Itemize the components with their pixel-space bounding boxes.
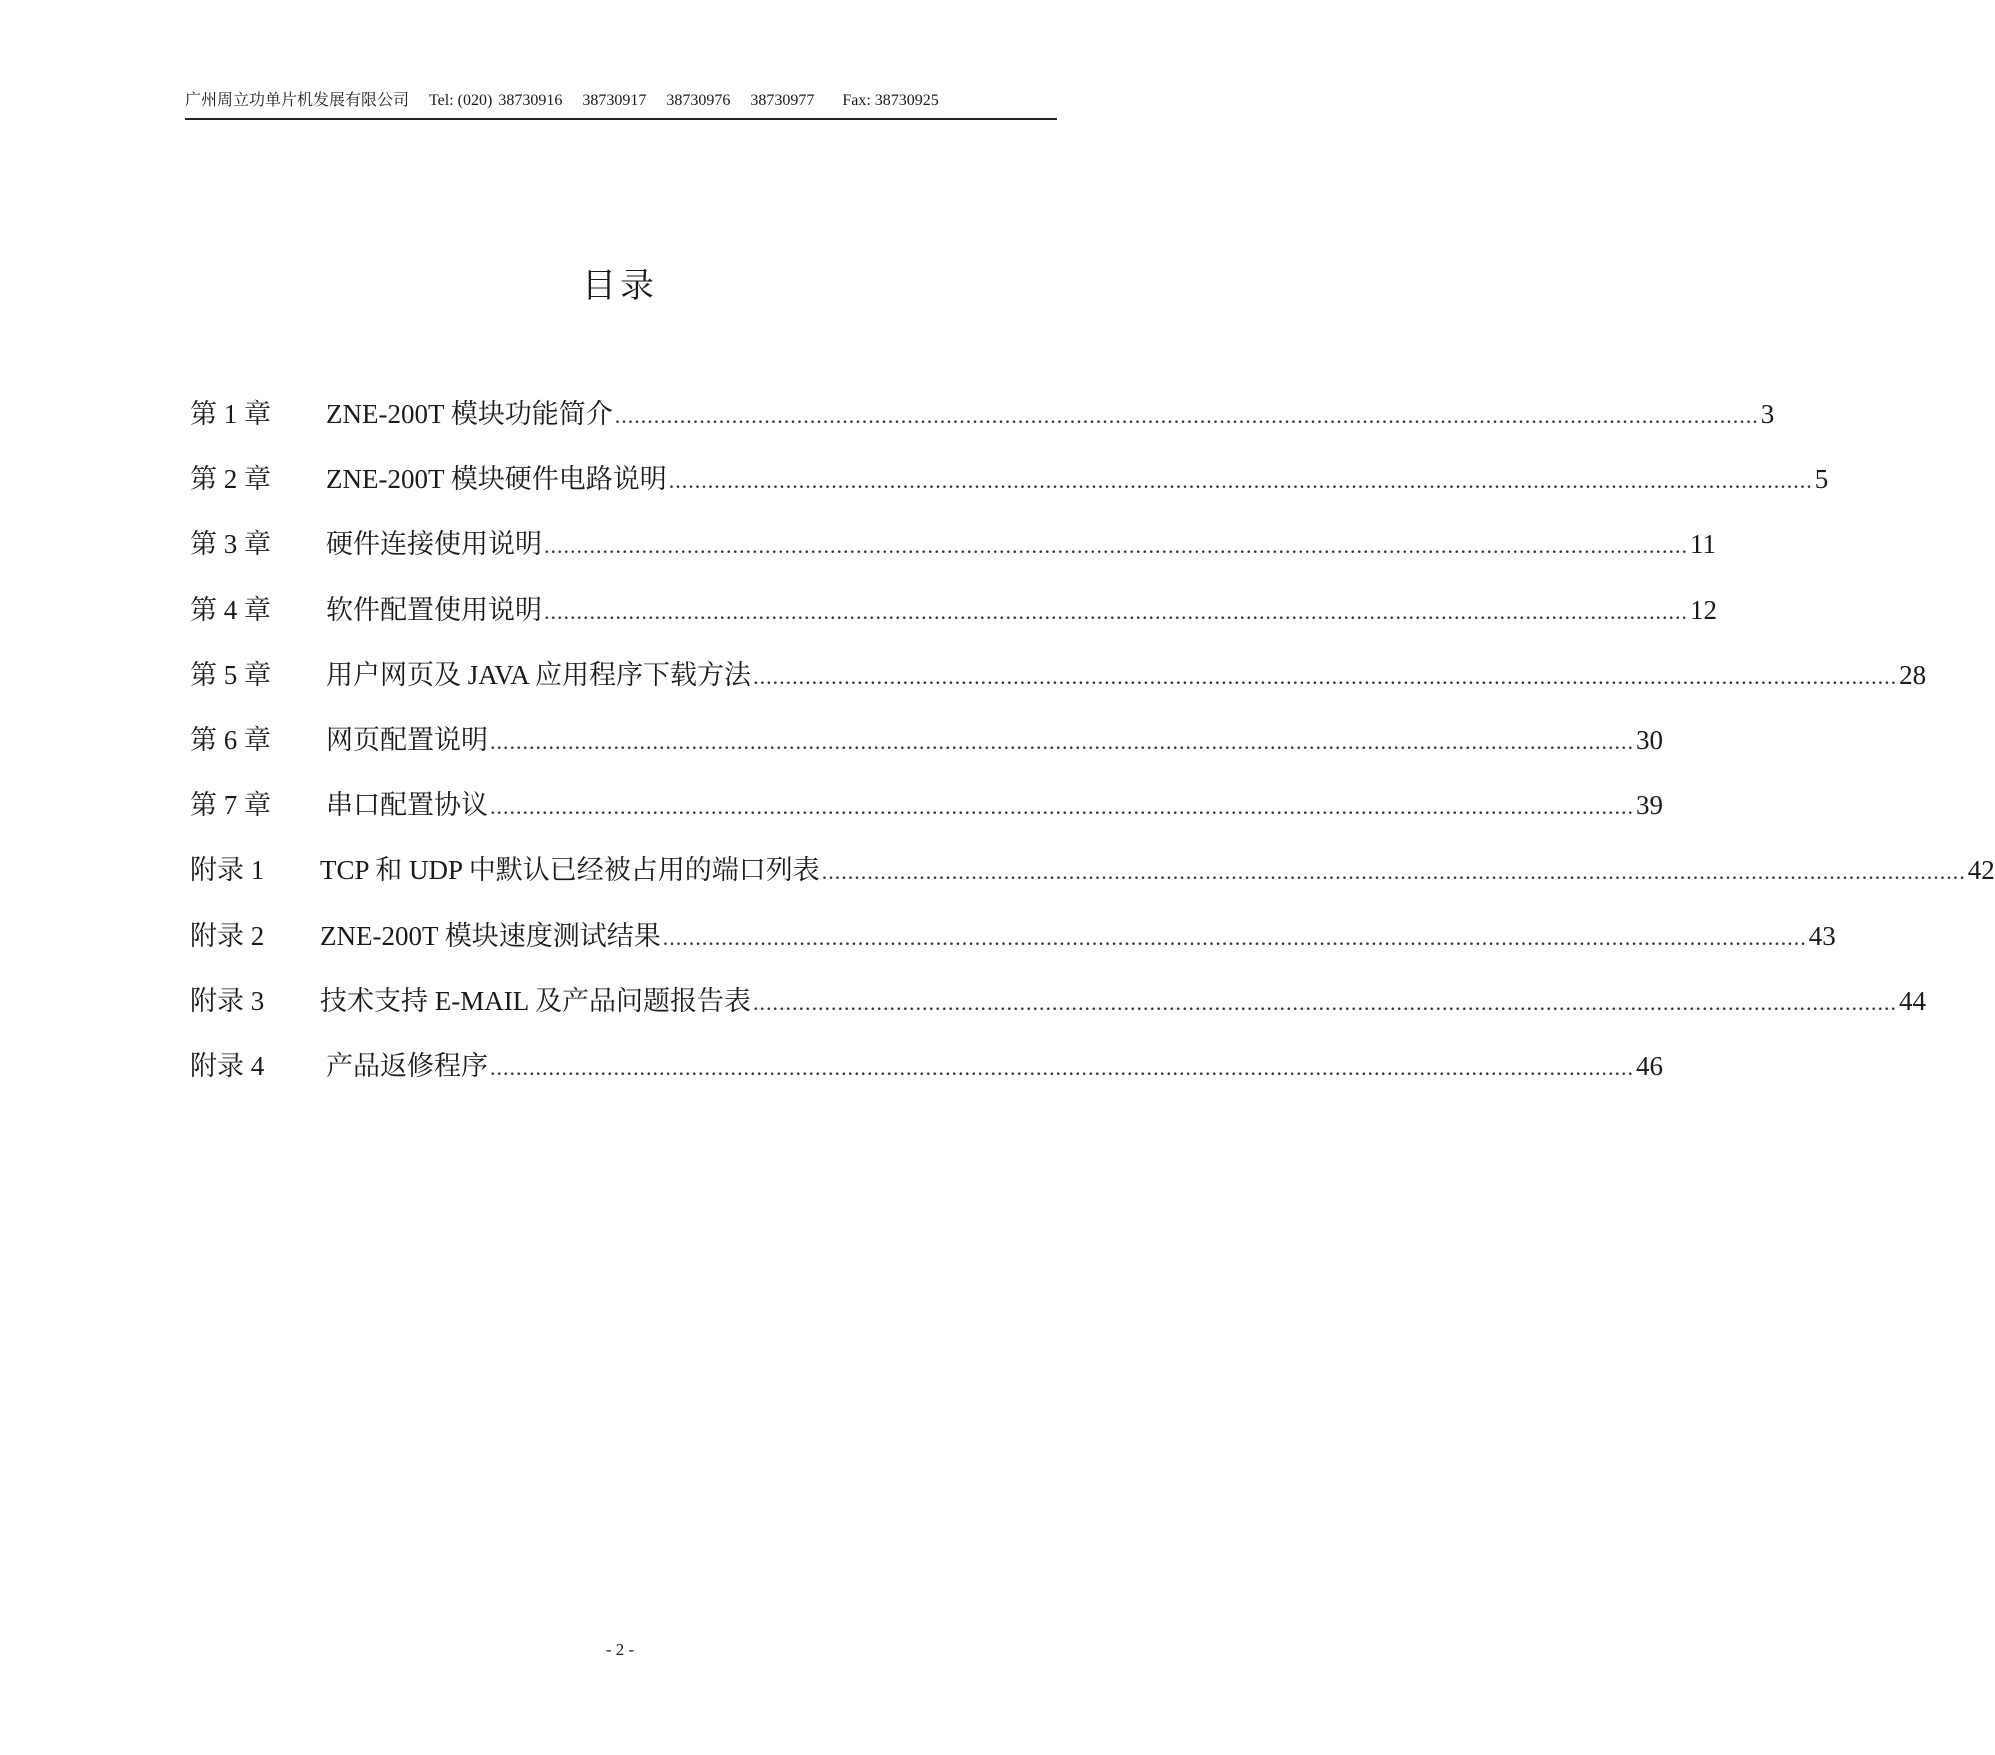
toc-entry-appendix-1[interactable] xyxy=(190,848,1995,913)
toc-entry-number: 附录 4 xyxy=(190,1050,265,1081)
dot-leader xyxy=(544,533,1688,559)
dot-leader xyxy=(490,729,1634,755)
page-title: 目录 xyxy=(582,266,658,306)
toc-entry-page: 39 xyxy=(1636,790,1663,821)
toc-entry-number: 第 3 章 xyxy=(190,529,271,560)
phone-number: 38730976 xyxy=(666,92,731,109)
toc-entry-title: 用户网页及 JAVA 应用程序下载方法 xyxy=(326,659,752,690)
toc-entry-title: ZNE-200T 模块速度测试结果 xyxy=(320,920,661,951)
phone-number: 38730916 xyxy=(498,92,563,109)
toc-entry-appendix-2[interactable] xyxy=(190,914,1836,979)
dot-leader xyxy=(753,664,1897,690)
fax-number: Fax: 38730925 xyxy=(842,92,939,109)
toc-entry-title: ZNE-200T 模块硬件电路说明 xyxy=(326,464,667,495)
dot-leader xyxy=(490,1055,1634,1081)
toc-entry-page: 42 xyxy=(1967,855,1995,886)
toc-entry-title: 软件配置使用说明 xyxy=(326,594,542,625)
toc-entry-appendix-4[interactable] xyxy=(190,1044,1663,1109)
toc-entry-title: 网页配置说明 xyxy=(326,724,488,755)
toc-entry-chapter-6[interactable] xyxy=(190,718,1663,783)
dot-leader xyxy=(663,925,1807,951)
toc-entry-page: 30 xyxy=(1636,724,1663,755)
toc-entry-page: 28 xyxy=(1899,659,1927,690)
toc-entry-page: 46 xyxy=(1636,1050,1663,1081)
toc-entry-number: 第 4 章 xyxy=(190,594,271,625)
toc-entry-appendix-3[interactable] xyxy=(190,979,1926,1044)
toc-entry-chapter-2[interactable] xyxy=(190,457,1829,522)
dot-leader xyxy=(669,468,1813,494)
phone-number: 38730977 xyxy=(750,92,815,109)
dot-leader xyxy=(490,794,1634,820)
dot-leader xyxy=(615,403,1759,429)
toc-entry-page: 43 xyxy=(1808,920,1836,951)
toc-entry-title: 产品返修程序 xyxy=(326,1050,488,1081)
dot-leader xyxy=(753,990,1897,1016)
page-header xyxy=(185,86,1057,120)
toc-entry-chapter-4[interactable] xyxy=(190,588,1717,653)
company-name: 广州周立功单片机发展有限公司 xyxy=(185,92,410,109)
toc-entry-title: 硬件连接使用说明 xyxy=(326,529,542,560)
table-of-contents xyxy=(190,392,1995,1109)
dot-leader xyxy=(822,859,1966,885)
toc-entry-page: 3 xyxy=(1760,399,1775,429)
toc-entry-number: 附录 1 xyxy=(190,855,265,886)
toc-entry-page: 11 xyxy=(1690,529,1716,560)
toc-entry-number: 第 2 章 xyxy=(190,464,271,495)
toc-entry-chapter-1[interactable] xyxy=(190,392,1775,457)
toc-entry-number: 第 6 章 xyxy=(190,724,271,755)
toc-entry-page: 12 xyxy=(1690,594,1717,625)
dot-leader xyxy=(544,599,1688,625)
page-number: - 2 - xyxy=(605,1640,635,1659)
toc-entry-number: 第 7 章 xyxy=(190,790,271,821)
toc-entry-chapter-7[interactable] xyxy=(190,783,1663,848)
phone-number: 38730917 xyxy=(582,92,647,109)
toc-entry-chapter-5[interactable] xyxy=(190,653,1927,718)
toc-entry-number: 附录 2 xyxy=(190,920,265,951)
toc-entry-number: 附录 3 xyxy=(190,985,265,1016)
toc-entry-page: 5 xyxy=(1814,464,1829,495)
toc-entry-title: TCP 和 UDP 中默认已经被占用的端口列表 xyxy=(320,855,820,886)
toc-entry-number: 第 5 章 xyxy=(190,659,271,690)
toc-entry-title: ZNE-200T 模块功能简介 xyxy=(326,399,613,429)
toc-entry-title: 技术支持 E-MAIL 及产品问题报告表 xyxy=(320,985,751,1016)
toc-entry-title: 串口配置协议 xyxy=(326,790,488,821)
toc-entry-number: 第 1 章 xyxy=(190,399,271,429)
tel-label: Tel: (020) xyxy=(429,92,493,109)
toc-entry-page: 44 xyxy=(1898,985,1926,1016)
toc-entry-chapter-3[interactable] xyxy=(190,522,1716,587)
